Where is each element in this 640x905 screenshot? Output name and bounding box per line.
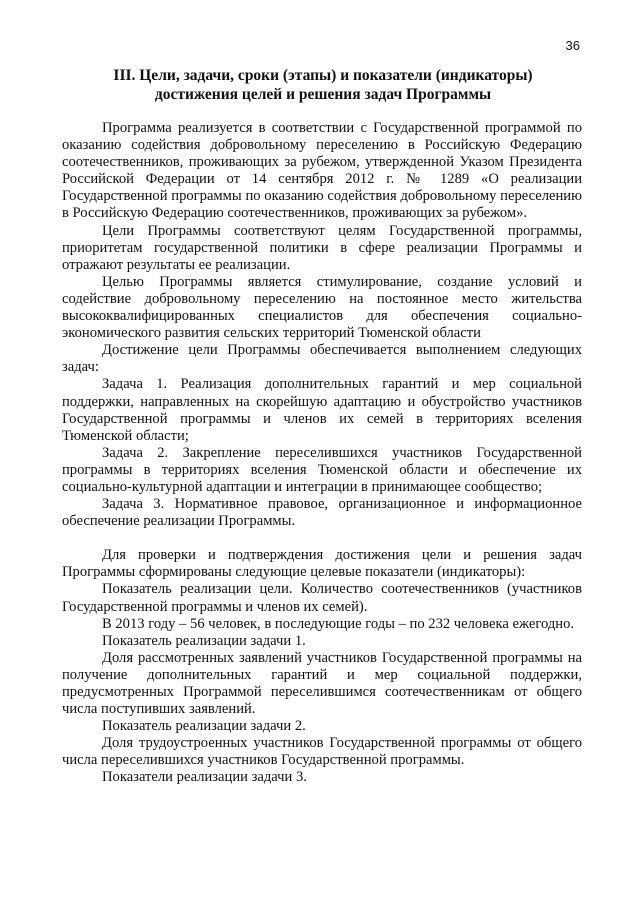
paragraph: Цели Программы соответствуют целям Государственной программы, приоритетам государственной политики в сфере реализации Программы и отражают результаты ее реализации. [62,222,582,273]
paragraph: Доля трудоустроенных участников Государственной программы от общего числа переселившихся участников Государственной программы. [62,735,582,769]
paragraph: Показатель реализации задачи 1. [102,632,306,649]
section-title [62,66,584,104]
paragraph: В 2013 году – 56 человек, в последующие годы – по 232 человека ежегодно. [102,615,575,632]
paragraph: Показатели реализации задачи 3. [102,769,307,786]
paragraph: Программа реализуется в соответствии с Государственной программой по оказанию содействия добровольному переселению в Российскую Федерацию соотечественников, проживающих за рубежом, утвержденной Указом Президента Российской Федерации от 14 сентября 2012 г. № 1289 «О реализации Государственной программы по оказанию содействия добровольному переселению в Российскую Федерацию соотечественников, проживающих за рубежом». [62,120,582,222]
paragraph: Задача 3. Нормативное правовое, организационное и информационное обеспечение реализации Программы. [62,496,582,530]
paragraph: Для проверки и подтверждения достижения цели и решения задач Программы сформированы следующие целевые показатели (индикаторы): [62,547,582,581]
paragraph: Показатель реализации цели. Количество соотечественников (участников Государственной программы и членов их семей). [62,581,582,615]
section-title-line-2: достижения целей и решения задач Программы [154,86,492,103]
page-number: 36 [565,38,580,53]
section-title-line-1: III. Цели, задачи, сроки (этапы) и показатели (индикаторы) [113,67,533,84]
paragraph: Задача 2. Закрепление переселившихся участников Государственной программы в территориях вселения Тюменской области и обеспечение их социально-культурной адаптации и интеграции в принимающее сообщество; [62,444,582,495]
body-text [62,120,582,787]
paragraph: Достижение цели Программы обеспечивается выполнением следующих задач: [62,342,582,376]
paragraph: Задача 1. Реализация дополнительных гарантий и мер социальной поддержки, направленных на скорейшую адаптацию и обустройство участников Государственной программы и членов их семей в территориях вселения Тюменской области; [62,376,582,444]
paragraph: Доля рассмотренных заявлений участников Государственной программы на получение дополнительных гарантий и мер социальной поддержки, предусмотренных Программой переселившимся соотечественникам от общего числа поступивших заявлений. [62,649,582,718]
paragraph: Показатель реализации задачи 2. [102,718,306,735]
paragraph: Целью Программы является стимулирование, создание условий и содействие добровольному переселению на постоянное место жительства высококвалифицированных специалистов для обеспечения социально-экономического развития сельских территорий Тюменской области [62,273,582,342]
